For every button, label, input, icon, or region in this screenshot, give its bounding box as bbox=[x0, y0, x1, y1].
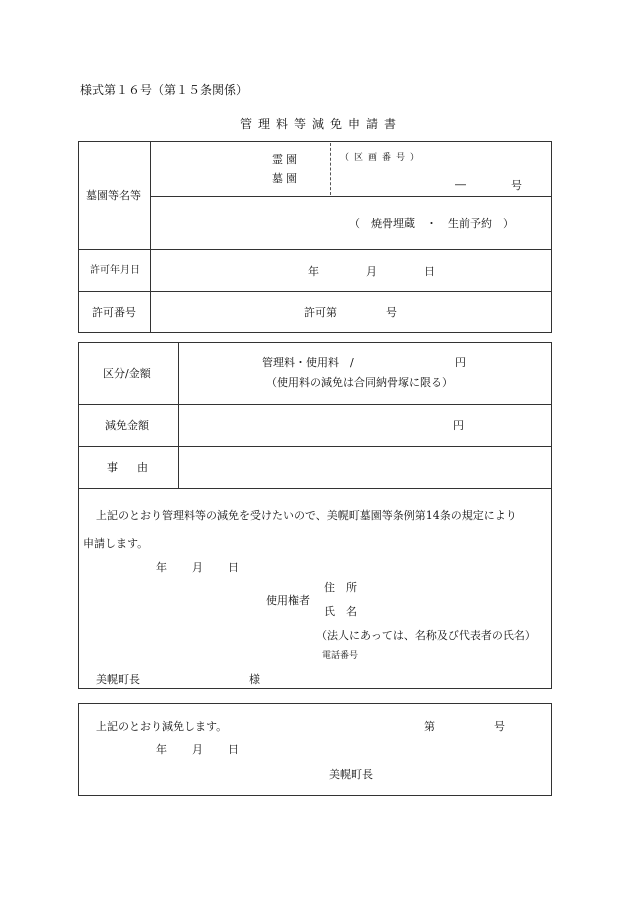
application-date-month: 月 bbox=[192, 561, 203, 574]
permit-suffix: 号 bbox=[386, 306, 397, 319]
reduction-label: 減免金額 bbox=[105, 419, 149, 432]
approval-date-month: 月 bbox=[192, 743, 203, 756]
category-yen: 円 bbox=[455, 356, 466, 369]
grave-label: 墓園等名等 bbox=[86, 189, 141, 202]
honorific: 様 bbox=[249, 673, 260, 686]
approval-date-day: 日 bbox=[228, 743, 239, 756]
approval-date-year: 年 bbox=[156, 743, 167, 756]
approval-number-suffix: 号 bbox=[494, 720, 505, 733]
division-number-label: （区画番号） bbox=[340, 153, 425, 163]
addressee: 美幌町長 bbox=[96, 673, 140, 686]
permit-date-month: 月 bbox=[366, 265, 377, 278]
grave-type-boen: 墓園 bbox=[272, 172, 300, 185]
grave-type-reien: 霊園 bbox=[272, 153, 300, 166]
permit-prefix: 許可第 bbox=[304, 306, 337, 319]
category-note: （使用料の減免は合同納骨塚に限る） bbox=[266, 376, 453, 389]
number-dash: ― bbox=[455, 178, 466, 191]
corporation-note: （法人にあっては、名称及び代表者の氏名） bbox=[316, 629, 536, 642]
section3-box bbox=[78, 703, 552, 796]
form-number: 様式第１６号（第１５条関係） bbox=[80, 83, 249, 97]
approval-signer: 美幌町長 bbox=[329, 768, 373, 781]
permit-date-label: 許可年月日 bbox=[90, 265, 140, 276]
application-date-day: 日 bbox=[228, 561, 239, 574]
statement-line2: 申請します。 bbox=[83, 537, 149, 550]
approval-text: 上記のとおり減免します。 bbox=[96, 720, 228, 733]
phone-label: 電話番号 bbox=[322, 651, 359, 661]
holder-label: 使用権者 bbox=[266, 594, 310, 607]
number-suffix: 号 bbox=[511, 179, 522, 192]
name-label: 氏 名 bbox=[324, 605, 357, 618]
page-title: 管理料等減免申請書 bbox=[240, 117, 403, 131]
statement-line1: 上記のとおり管理料等の減免を受けたいので、美幌町墓園等条例第14条の規定により bbox=[96, 509, 517, 522]
burial-option: （ 焼骨埋蔵 ・ 生前予約 ） bbox=[349, 217, 514, 230]
approval-number-prefix: 第 bbox=[424, 720, 435, 733]
permit-number-label: 許可番号 bbox=[92, 306, 136, 319]
category-label: 区分/金額 bbox=[103, 367, 151, 380]
reduction-yen: 円 bbox=[453, 419, 464, 432]
address-label: 住 所 bbox=[324, 581, 357, 594]
category-fees: 管理料・使用料 / bbox=[262, 356, 354, 369]
permit-date-day: 日 bbox=[424, 265, 435, 278]
permit-date-year: 年 bbox=[308, 265, 319, 278]
reason-label: 事 由 bbox=[107, 461, 152, 474]
application-date-year: 年 bbox=[156, 561, 167, 574]
